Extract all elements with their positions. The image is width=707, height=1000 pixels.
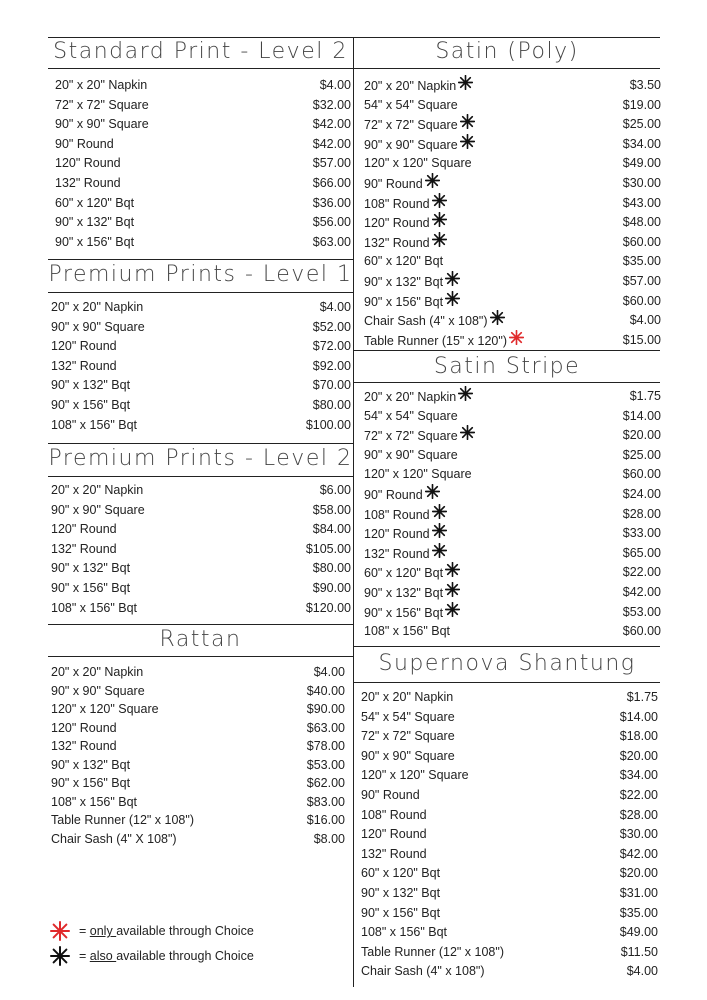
item-name: 90" x 132" Bqt (364, 583, 460, 605)
item-price: $25.00 (622, 117, 661, 132)
price-row (364, 465, 661, 485)
item-price: $25.00 (622, 447, 661, 462)
item-price: $8.00 (313, 831, 345, 846)
price-row (364, 544, 661, 564)
legend-emph: also (89, 949, 117, 963)
item-price: $72.00 (312, 339, 351, 354)
price-row (51, 520, 351, 540)
legend-prefix: = (79, 949, 90, 963)
rule (48, 443, 353, 444)
item-price: $78.00 (306, 739, 345, 753)
item-price: $60.00 (622, 234, 661, 249)
price-row (51, 579, 351, 599)
legend-also-text (79, 949, 254, 963)
item-price: $65.00 (622, 545, 661, 560)
item-name: 120" x 120" Square (364, 156, 472, 171)
price-row (361, 864, 658, 884)
black-asterisk-icon (460, 425, 475, 447)
rule (354, 350, 660, 351)
item-name: 90" x 90" Square (51, 319, 145, 334)
black-asterisk-icon (432, 193, 447, 215)
item-price: $40.00 (306, 683, 345, 698)
item-price: $14.00 (619, 709, 658, 724)
price-row (51, 481, 351, 501)
item-price: $28.00 (622, 506, 661, 521)
black-asterisk-icon (432, 504, 447, 526)
item-price: $57.00 (622, 273, 661, 288)
item-price: $30.00 (619, 827, 658, 842)
item-name: 90" x 90" Square (55, 117, 149, 132)
item-name: 54" x 54" Square (364, 97, 458, 112)
price-row (361, 708, 658, 728)
black-asterisk-icon (425, 173, 440, 195)
black-asterisk-icon (445, 582, 460, 604)
price-row (364, 583, 661, 603)
price-row (55, 213, 351, 233)
section-title-supernova-shantung: Supernova Shantung (378, 651, 636, 676)
price-row (51, 811, 345, 830)
item-name: 120" Round (364, 524, 447, 546)
legend-rest: available through Choice (116, 949, 254, 963)
item-price: $1.75 (629, 389, 661, 403)
item-name: 120" x 120" Square (364, 467, 472, 482)
item-name: 90" x 156" Bqt (51, 776, 131, 790)
item-name: 90" x 156" Bqt (364, 603, 460, 625)
item-name: 90" x 132" Bqt (51, 378, 131, 393)
section-title-rattan: Rattan (159, 627, 242, 652)
item-name: Chair Sash (4" x 108") (361, 964, 485, 979)
price-row (364, 174, 661, 194)
item-name: 90" Round (364, 485, 440, 507)
price-row (51, 540, 351, 560)
price-row (51, 337, 351, 357)
item-name: Chair Sash (4" X 108") (51, 831, 177, 846)
item-name: 90" x 156" Bqt (364, 292, 460, 314)
item-price: $31.00 (619, 885, 658, 900)
item-name: 90" x 156" Bqt (361, 905, 441, 920)
top-rule (48, 37, 660, 38)
item-name: 108" Round (364, 194, 447, 216)
price-row (55, 194, 351, 214)
item-name: 120" Round (361, 827, 427, 842)
item-name: 90" x 90" Square (364, 447, 458, 462)
item-price: $90.00 (306, 702, 345, 716)
rule (48, 656, 353, 657)
item-name: 54" x 54" Square (361, 709, 455, 724)
price-row (364, 485, 661, 505)
price-row (361, 766, 658, 786)
item-name: Table Runner (12" x 108") (51, 813, 194, 827)
list-supernova-shantung (361, 688, 658, 982)
item-name: 90" Round (361, 787, 420, 802)
item-name: 132" Round (51, 739, 117, 753)
item-price: $1.75 (626, 690, 658, 704)
price-row (364, 272, 661, 292)
item-name: 20" x 20" Napkin (51, 483, 144, 497)
item-price: $49.00 (619, 925, 658, 940)
item-name: 108" x 156" Bqt (361, 925, 448, 940)
item-price: $28.00 (619, 807, 658, 822)
item-name: 20" x 20" Napkin (51, 300, 144, 314)
list-rattan (51, 663, 345, 848)
item-name: 72" x 72" Square (361, 729, 455, 744)
item-price: $42.00 (312, 117, 351, 132)
price-row (361, 904, 658, 924)
price-row (364, 292, 661, 312)
item-price: $3.50 (629, 78, 661, 92)
item-price: $6.00 (319, 483, 351, 497)
rule (48, 259, 353, 260)
price-row (51, 501, 351, 521)
price-row (361, 962, 658, 982)
price-row (364, 96, 661, 116)
item-name: 60" x 120" Bqt (364, 254, 444, 269)
legend-prefix: = (79, 924, 90, 938)
item-name: 132" Round (51, 541, 117, 556)
item-price: $48.00 (622, 215, 661, 230)
item-name: 60" x 120" Bqt (364, 563, 460, 585)
item-price: $42.00 (312, 136, 351, 151)
rule (354, 682, 660, 683)
item-name: 132" Round (364, 233, 447, 255)
item-price: $90.00 (312, 580, 351, 595)
item-name: 90" x 156" Bqt (51, 580, 131, 595)
price-row (55, 76, 351, 96)
list-satin-stripe (364, 387, 661, 642)
item-name: 20" x 20" Napkin (364, 387, 473, 409)
item-name: 90" Round (55, 136, 114, 151)
black-asterisk-svg (50, 946, 70, 966)
item-price: $52.00 (312, 319, 351, 334)
rule (48, 624, 353, 625)
price-row (361, 825, 658, 845)
rule (354, 382, 660, 383)
item-name: 20" x 20" Napkin (361, 690, 454, 704)
item-name: 20" x 20" Napkin (364, 76, 473, 98)
black-asterisk-icon (50, 946, 70, 971)
item-price: $60.00 (622, 293, 661, 308)
black-asterisk-icon (490, 310, 505, 332)
item-price: $57.00 (312, 156, 351, 171)
item-price: $42.00 (619, 846, 658, 861)
legend-only-text (79, 924, 254, 938)
price-row (364, 252, 661, 272)
item-price: $62.00 (306, 776, 345, 790)
price-row (361, 884, 658, 904)
item-price: $80.00 (312, 561, 351, 576)
price-row (55, 233, 351, 253)
item-name: 90" x 90" Square (364, 135, 475, 157)
item-price: $92.00 (312, 358, 351, 373)
item-name: 54" x 54" Square (364, 408, 458, 423)
price-row (51, 774, 345, 793)
black-asterisk-icon (460, 114, 475, 136)
item-price: $35.00 (622, 254, 661, 269)
price-row (364, 407, 661, 427)
red-asterisk-svg (50, 921, 70, 941)
item-name: 90" x 90" Square (51, 502, 145, 517)
price-row (361, 727, 658, 747)
black-asterisk-icon (432, 212, 447, 234)
price-row (361, 845, 658, 865)
item-price: $80.00 (312, 397, 351, 412)
black-asterisk-icon (432, 543, 447, 565)
legend-emph: only (89, 924, 117, 938)
item-price: $30.00 (622, 175, 661, 190)
list-standard-print-level-2 (55, 76, 351, 252)
item-price: $63.00 (312, 234, 351, 249)
item-name: 132" Round (55, 175, 121, 190)
price-row (55, 174, 351, 194)
item-price: $56.00 (312, 215, 351, 230)
price-row (51, 700, 345, 719)
section-title-premium-prints-level-1: Premium Prints - Level 1 (48, 262, 353, 287)
price-row (51, 357, 351, 377)
price-row (361, 806, 658, 826)
price-row (364, 505, 661, 525)
price-row (51, 682, 345, 701)
item-price: $34.00 (622, 136, 661, 151)
price-row (364, 622, 661, 642)
price-row (51, 793, 345, 812)
price-row (51, 830, 345, 849)
item-name: 20" x 20" Napkin (51, 665, 144, 679)
rule (354, 646, 660, 647)
item-price: $49.00 (622, 156, 661, 171)
item-name: 72" x 72" Square (55, 97, 149, 112)
item-name: 108" x 156" Bqt (51, 417, 138, 432)
item-price: $33.00 (622, 526, 661, 541)
item-price: $36.00 (312, 195, 351, 210)
item-price: $100.00 (305, 417, 351, 432)
item-name: 120" Round (51, 522, 117, 537)
item-name: 108" x 156" Bqt (51, 600, 138, 615)
price-row (51, 376, 351, 396)
item-name: 90" x 132" Bqt (51, 757, 131, 772)
item-name: 90" x 132" Bqt (361, 885, 441, 900)
price-row (364, 387, 661, 407)
item-price: $4.00 (626, 964, 658, 979)
price-row (51, 599, 351, 619)
item-name: 120" Round (51, 339, 117, 354)
item-name: 90" x 132" Bqt (364, 272, 460, 294)
price-row (51, 298, 351, 318)
item-name: 108" Round (364, 505, 447, 527)
price-row (364, 311, 661, 331)
black-asterisk-icon (432, 523, 447, 545)
red-asterisk-icon (509, 330, 524, 352)
price-row (361, 688, 658, 708)
price-row (364, 603, 661, 623)
item-price: $14.00 (622, 408, 661, 423)
price-row (361, 923, 658, 943)
item-price: $35.00 (619, 905, 658, 920)
item-price: $105.00 (305, 541, 351, 556)
item-name: 108" Round (361, 807, 427, 822)
item-price: $43.00 (622, 195, 661, 210)
price-row (55, 135, 351, 155)
item-price: $4.00 (629, 313, 661, 328)
item-price: $83.00 (306, 794, 345, 809)
item-price: $32.00 (312, 97, 351, 112)
item-name: 72" x 72" Square (364, 115, 475, 137)
item-price: $16.00 (306, 813, 345, 827)
item-name: 132" Round (51, 358, 117, 373)
price-row (361, 747, 658, 767)
price-row (361, 943, 658, 963)
rule (48, 292, 353, 293)
item-name: 72" x 72" Square (364, 426, 475, 448)
black-asterisk-icon (458, 75, 473, 97)
item-price: $70.00 (312, 378, 351, 393)
price-row (51, 756, 345, 775)
price-row (364, 194, 661, 214)
price-row (51, 663, 345, 682)
item-price: $4.00 (313, 665, 345, 679)
price-row (364, 233, 661, 253)
price-row (364, 426, 661, 446)
item-name: 120" Round (55, 156, 121, 171)
column-divider (353, 37, 354, 987)
item-name: 132" Round (361, 846, 427, 861)
item-name: Table Runner (15" x 120") (364, 331, 524, 353)
item-name: 90" x 132" Bqt (55, 215, 135, 230)
price-row (51, 737, 345, 756)
black-asterisk-icon (425, 484, 440, 506)
price-row (364, 76, 661, 96)
item-name: Chair Sash (4" x 108") (364, 311, 505, 333)
item-price: $60.00 (622, 467, 661, 482)
list-premium-prints-level-1 (51, 298, 351, 435)
item-price: $4.00 (319, 78, 351, 92)
price-row (364, 331, 661, 351)
item-price: $4.00 (319, 300, 351, 314)
item-price: $15.00 (622, 332, 661, 347)
item-name: 120" Round (364, 213, 447, 235)
black-asterisk-icon (432, 232, 447, 254)
price-row (51, 318, 351, 338)
black-asterisk-icon (460, 134, 475, 156)
section-title-premium-prints-level-2: Premium Prints - Level 2 (48, 446, 353, 471)
item-name: 60" x 120" Bqt (361, 866, 441, 881)
price-row (364, 446, 661, 466)
item-name: 90" x 156" Bqt (51, 397, 131, 412)
item-price: $22.00 (619, 787, 658, 802)
price-row (364, 135, 661, 155)
item-name: 90" x 90" Square (51, 683, 145, 698)
item-price: $53.00 (622, 604, 661, 619)
black-asterisk-icon (445, 602, 460, 624)
item-price: $18.00 (619, 729, 658, 744)
item-price: $24.00 (622, 486, 661, 501)
price-row (364, 524, 661, 544)
rule (48, 68, 353, 69)
black-asterisk-icon (445, 291, 460, 313)
price-row (364, 154, 661, 174)
item-price: $20.00 (619, 866, 658, 881)
item-name: 90" Round (364, 174, 440, 196)
item-price: $58.00 (312, 502, 351, 517)
rule (48, 476, 353, 477)
price-row (51, 416, 351, 436)
item-name: 132" Round (364, 544, 447, 566)
black-asterisk-icon (458, 386, 473, 408)
item-name: 108" x 156" Bqt (364, 624, 451, 639)
list-premium-prints-level-2 (51, 481, 351, 618)
section-title-satin-stripe: Satin Stripe (433, 354, 581, 379)
item-price: $11.50 (620, 944, 658, 959)
item-price: $63.00 (306, 720, 345, 735)
item-name: 120" Round (51, 720, 117, 735)
price-row (364, 213, 661, 233)
item-name: 108" x 156" Bqt (51, 794, 138, 809)
price-row (55, 115, 351, 135)
item-price: $66.00 (312, 175, 351, 190)
item-price: $20.00 (622, 428, 661, 443)
item-name: 20" x 20" Napkin (55, 78, 148, 92)
price-row (51, 719, 345, 738)
price-row (364, 563, 661, 583)
item-price: $53.00 (306, 757, 345, 772)
item-name: Table Runner (12" x 108") (361, 944, 504, 959)
rule (354, 68, 660, 69)
item-price: $60.00 (622, 624, 661, 639)
item-price: $20.00 (619, 748, 658, 763)
item-price: $120.00 (305, 600, 351, 615)
item-price: $34.00 (619, 768, 658, 783)
item-price: $42.00 (622, 584, 661, 599)
item-price: $19.00 (622, 97, 661, 112)
section-title-satin-poly: Satin (Poly) (435, 39, 579, 64)
item-name: 120" x 120" Square (361, 768, 469, 783)
price-row (51, 559, 351, 579)
price-row (55, 96, 351, 116)
red-asterisk-icon (50, 921, 70, 946)
price-row (361, 786, 658, 806)
item-name: 90" x 90" Square (361, 748, 455, 763)
item-name: 90" x 156" Bqt (55, 234, 135, 249)
legend-rest: available through Choice (116, 924, 254, 938)
price-row (51, 396, 351, 416)
list-satin-poly (364, 76, 661, 350)
item-price: $22.00 (622, 565, 661, 580)
price-row (55, 154, 351, 174)
item-price: $84.00 (312, 522, 351, 537)
item-name: 60" x 120" Bqt (55, 195, 135, 210)
item-name: 120" x 120" Square (51, 702, 159, 716)
item-name: 90" x 132" Bqt (51, 561, 131, 576)
section-title-standard-print-level-2: Standard Print - Level 2 (53, 39, 348, 64)
price-row (364, 115, 661, 135)
black-asterisk-icon (445, 271, 460, 293)
black-asterisk-icon (445, 562, 460, 584)
